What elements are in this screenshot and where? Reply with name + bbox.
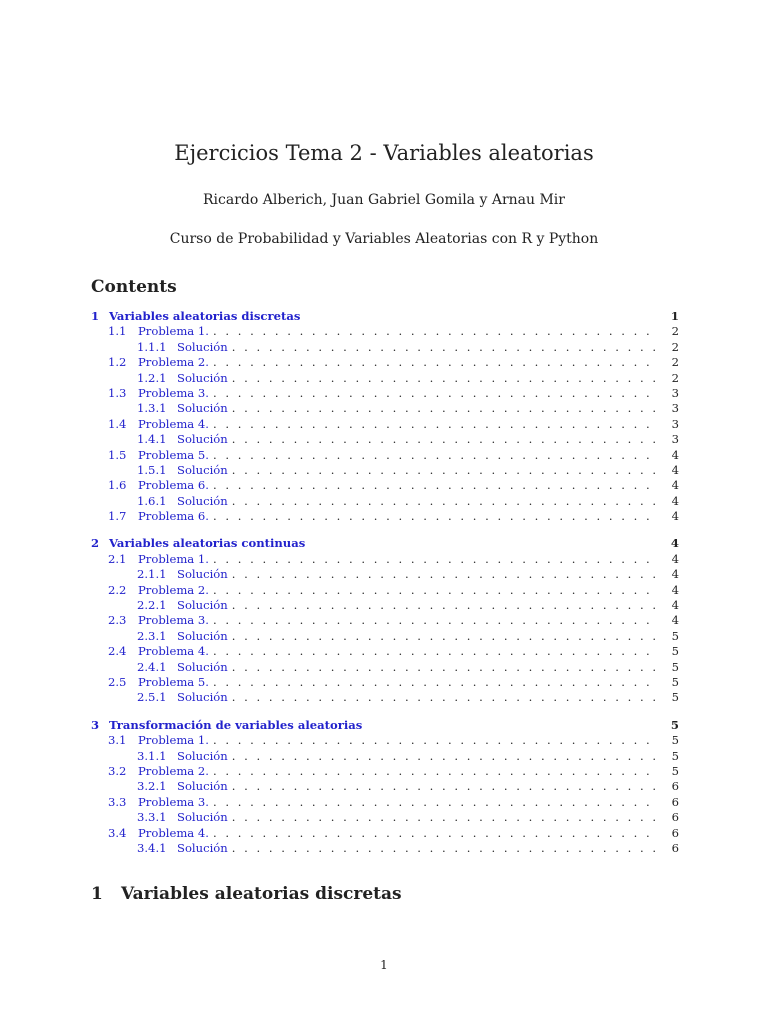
toc-label: Solución	[177, 370, 228, 385]
toc-section	[91, 309, 679, 524]
toc-leader-dots	[232, 463, 659, 478]
toc-number: 1.4	[108, 416, 127, 431]
toc-number: 3.4.1	[137, 840, 167, 855]
toc-number: 1	[91, 309, 100, 323]
toc-number: 1.1.1	[137, 339, 167, 354]
toc-subsection-link[interactable]	[91, 509, 679, 524]
toc-number: 1.7	[108, 509, 127, 524]
toc-number: 1.2.1	[137, 370, 167, 385]
toc-subsubsection-link[interactable]	[91, 660, 679, 675]
toc-page: 1	[670, 309, 679, 323]
toc-subsubsection-link[interactable]	[91, 749, 679, 764]
toc-label: Solución	[177, 748, 228, 763]
toc-label: Solución	[177, 690, 228, 705]
toc-subsection-link[interactable]	[91, 583, 679, 598]
toc-number: 2.5.1	[137, 690, 167, 705]
toc-subsection-link[interactable]	[91, 675, 679, 690]
section-number: 1	[91, 884, 103, 904]
toc-label: Solución	[177, 598, 228, 613]
toc-leader-dots	[213, 733, 659, 748]
toc-leader-dots	[213, 675, 659, 690]
toc-number: 2.1	[108, 551, 127, 566]
toc-leader-dots	[232, 598, 659, 613]
toc-subsubsection-link[interactable]	[91, 494, 679, 509]
toc-number: 3.1	[108, 733, 127, 748]
toc-subsubsection-link[interactable]	[91, 371, 679, 386]
toc-label: Problema 5.	[138, 674, 209, 689]
toc-page: 4	[671, 598, 679, 613]
toc-subsubsection-link[interactable]	[91, 463, 679, 478]
page-number: 1	[380, 958, 388, 972]
toc-number: 2.3.1	[137, 628, 167, 643]
toc-label: Problema 3.	[138, 794, 209, 809]
toc-number: 1.5	[108, 447, 127, 462]
toc-subsubsection-link[interactable]	[91, 401, 679, 416]
toc-number: 2	[91, 536, 100, 551]
toc-subsection-link[interactable]	[91, 355, 679, 370]
toc-page: 6	[671, 794, 679, 809]
toc-page: 2	[671, 339, 679, 354]
toc-page: 5	[671, 748, 679, 763]
toc-label: Solución	[177, 659, 228, 674]
toc-number: 1.1	[108, 324, 127, 339]
toc-subsection-link[interactable]	[91, 478, 679, 493]
toc-leader-dots	[213, 324, 659, 339]
toc-label: Solución	[177, 339, 228, 354]
toc-leader-dots	[213, 478, 659, 493]
toc-number: 2.4	[108, 644, 127, 659]
toc-leader-dots	[213, 795, 659, 810]
toc-page: 4	[671, 613, 679, 628]
section-title: Variables aleatorias discretas	[121, 884, 402, 904]
toc-leader-dots	[232, 749, 659, 764]
toc-label: Variables aleatorias continuas	[109, 536, 306, 551]
toc-leader-dots	[213, 386, 659, 401]
toc-subsubsection-link[interactable]	[91, 779, 679, 794]
toc-page: 3	[671, 385, 679, 400]
toc-page: 5	[671, 644, 679, 659]
toc-label: Problema 2.	[138, 763, 209, 778]
toc-leader-dots	[213, 417, 659, 432]
toc-number: 3.2	[108, 763, 127, 778]
toc-number: 3.2.1	[137, 779, 167, 794]
toc-leader-dots	[213, 583, 659, 598]
toc-subsubsection-link[interactable]	[91, 567, 679, 582]
toc-label: Problema 3.	[138, 613, 209, 628]
toc-section	[91, 718, 679, 857]
toc-page: 2	[671, 355, 679, 370]
toc-page: 4	[670, 536, 679, 551]
document-authors: Ricardo Alberich, Juan Gabriel Gomila y Arnau Mir	[203, 192, 565, 208]
toc-subsubsection-link[interactable]	[91, 690, 679, 705]
toc-leader-dots	[213, 552, 659, 567]
toc-label: Solución	[177, 810, 228, 825]
toc-page: 5	[671, 763, 679, 778]
toc-subsubsection-link[interactable]	[91, 340, 679, 355]
toc-leader-dots	[232, 810, 659, 825]
toc-leader-dots	[232, 371, 659, 386]
toc-subsection-link[interactable]	[91, 417, 679, 432]
toc-subsection-link[interactable]	[91, 386, 679, 401]
toc-page: 6	[671, 840, 679, 855]
toc-leader-dots	[232, 660, 659, 675]
document-title: Ejercicios Tema 2 - Variables aleatorias	[174, 141, 594, 165]
toc-subsection-link[interactable]	[91, 733, 679, 748]
section-heading	[91, 882, 402, 906]
toc-label: Solución	[177, 840, 228, 855]
toc-label: Solución	[177, 493, 228, 508]
toc-page: 4	[671, 478, 679, 493]
toc-number: 3.3.1	[137, 810, 167, 825]
toc-number: 2.3	[108, 613, 127, 628]
toc-subsubsection-link[interactable]	[91, 629, 679, 644]
toc-leader-dots	[232, 432, 659, 447]
toc-label: Problema 2.	[138, 582, 209, 597]
toc-subsection-link[interactable]	[91, 644, 679, 659]
toc-page: 4	[671, 567, 679, 582]
toc-subsection-link[interactable]	[91, 764, 679, 779]
toc-label: Transformación de variables aleatorias	[109, 717, 363, 732]
toc-label: Problema 4.	[138, 416, 209, 431]
toc-section-link[interactable]	[91, 309, 679, 324]
toc-label: Problema 6.	[138, 509, 209, 524]
toc-label: Problema 1.	[138, 551, 209, 566]
toc-leader-dots	[213, 613, 659, 628]
toc-page: 6	[671, 810, 679, 825]
toc-subsubsection-link[interactable]	[91, 810, 679, 825]
toc-number: 1.6	[108, 478, 127, 493]
toc-page: 5	[671, 674, 679, 689]
toc-number: 3.4	[108, 825, 127, 840]
toc-label: Solución	[177, 432, 228, 447]
toc-leader-dots	[232, 494, 659, 509]
toc-subsection-link[interactable]	[91, 448, 679, 463]
toc-page: 4	[671, 509, 679, 524]
toc-subsubsection-link[interactable]	[91, 841, 679, 856]
toc-page: 6	[671, 779, 679, 794]
toc-subsection-link[interactable]	[91, 324, 679, 339]
toc-leader-dots	[232, 779, 659, 794]
toc-number: 1.3.1	[137, 401, 167, 416]
toc-subsubsection-link[interactable]	[91, 432, 679, 447]
toc-leader-dots	[232, 401, 659, 416]
toc-number: 1.6.1	[137, 493, 167, 508]
toc-label: Problema 1.	[138, 733, 209, 748]
toc-label: Solución	[177, 779, 228, 794]
toc-number: 1.2	[108, 355, 127, 370]
toc-number: 2.2	[108, 582, 127, 597]
toc-page: 5	[671, 690, 679, 705]
toc-leader-dots	[232, 690, 659, 705]
toc-label: Solución	[177, 628, 228, 643]
toc-label: Variables aleatorias discretas	[109, 309, 301, 323]
toc-page: 3	[671, 432, 679, 447]
toc-subsection-link[interactable]	[91, 552, 679, 567]
toc-leader-dots	[232, 841, 659, 856]
contents-heading: Contents	[91, 277, 177, 297]
toc-section	[91, 536, 679, 705]
toc-subsubsection-link[interactable]	[91, 598, 679, 613]
toc-label: Solución	[177, 462, 228, 477]
toc-label: Solución	[177, 401, 228, 416]
toc-page: 4	[671, 493, 679, 508]
toc-page: 2	[671, 324, 679, 339]
toc-leader-dots	[213, 644, 659, 659]
toc-number: 2.4.1	[137, 659, 167, 674]
toc-number: 1.5.1	[137, 462, 167, 477]
toc-page: 3	[671, 401, 679, 416]
toc-number: 1.4.1	[137, 432, 167, 447]
toc-leader-dots	[213, 764, 659, 779]
toc-label: Solución	[177, 567, 228, 582]
toc-leader-dots	[232, 567, 659, 582]
toc-page: 5	[670, 717, 679, 732]
toc-page: 6	[671, 825, 679, 840]
toc-page: 5	[671, 659, 679, 674]
toc-subsection-link[interactable]	[91, 613, 679, 628]
toc-page: 3	[671, 416, 679, 431]
toc-page: 4	[671, 462, 679, 477]
toc-number: 3	[91, 717, 100, 732]
toc-label: Problema 5.	[138, 447, 209, 462]
toc-leader-dots	[213, 448, 659, 463]
toc-number: 2.5	[108, 674, 127, 689]
toc-leader-dots	[213, 826, 659, 841]
toc-label: Problema 3.	[138, 385, 209, 400]
toc-number: 3.1.1	[137, 748, 167, 763]
toc-label: Problema 4.	[138, 825, 209, 840]
toc-leader-dots	[232, 340, 659, 355]
toc-number: 3.3	[108, 794, 127, 809]
toc-leader-dots	[232, 629, 659, 644]
table-of-contents	[91, 309, 679, 868]
toc-number: 2.2.1	[137, 598, 167, 613]
toc-number: 1.3	[108, 385, 127, 400]
toc-section-link[interactable]	[91, 536, 679, 551]
toc-page: 4	[671, 447, 679, 462]
toc-page: 4	[671, 551, 679, 566]
toc-label: Problema 4.	[138, 644, 209, 659]
toc-leader-dots	[213, 355, 659, 370]
toc-label: Problema 1.	[138, 324, 209, 339]
toc-page: 2	[671, 370, 679, 385]
toc-label: Problema 2.	[138, 355, 209, 370]
toc-label: Problema 6.	[138, 478, 209, 493]
toc-section-link[interactable]	[91, 718, 679, 733]
toc-number: 2.1.1	[137, 567, 167, 582]
toc-page: 4	[671, 582, 679, 597]
toc-page: 5	[671, 733, 679, 748]
toc-subsection-link[interactable]	[91, 795, 679, 810]
toc-subsection-link[interactable]	[91, 826, 679, 841]
toc-page: 5	[671, 628, 679, 643]
document-course: Curso de Probabilidad y Variables Aleatorias con R y Python	[169, 231, 599, 247]
toc-leader-dots	[213, 509, 659, 524]
